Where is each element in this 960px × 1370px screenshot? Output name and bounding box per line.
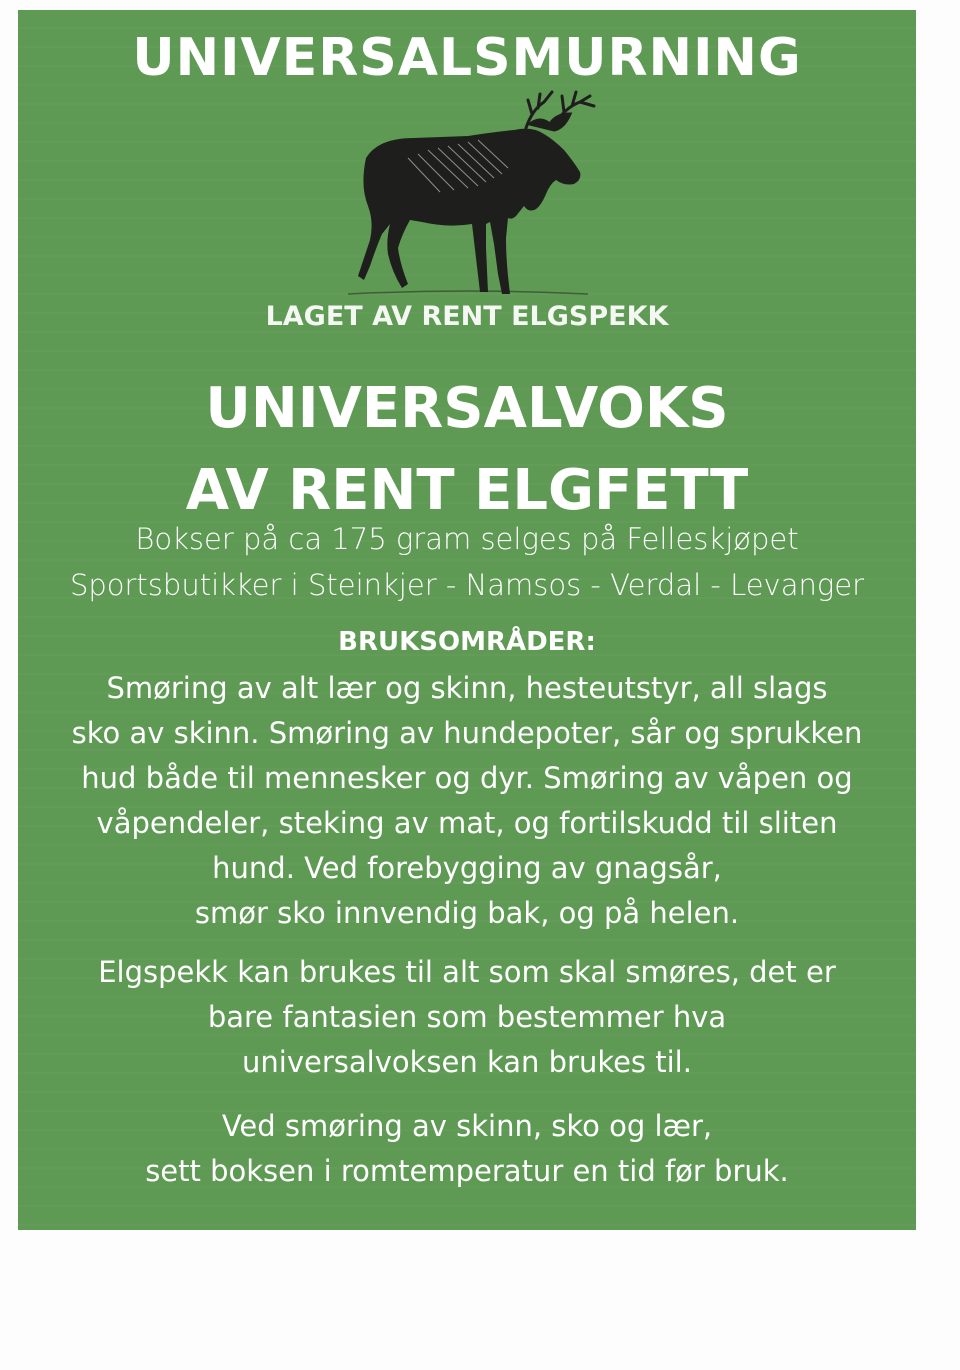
paragraph-2: [18, 950, 916, 1085]
uses-text: [18, 666, 916, 936]
intro-line: Bokser på ca 175 gram selges på Felleskjøpet: [135, 522, 799, 556]
uses-line: sko av skinn. Smøring av hundepoter, sår og sprukken: [71, 716, 863, 750]
poster: [18, 10, 916, 1230]
uses-line: smør sko innvendig bak, og på helen.: [194, 896, 740, 930]
paragraph-2-line: Elgspekk kan brukes til alt som skal smøres, det er: [98, 955, 836, 989]
uses-line: Smøring av alt lær og skinn, hesteutstyr, all slags: [106, 671, 828, 705]
paragraph-3: [18, 1104, 916, 1194]
intro-text: [18, 516, 916, 608]
intro-line: Sportsbutikker i Steinkjer - Namsos - Verdal - Levanger: [69, 568, 865, 602]
poster-subtitle: LAGET AV RENT ELGSPEKK: [265, 301, 669, 332]
poster-title: UNIVERSALSMURNING: [132, 28, 802, 88]
uses-line: hund. Ved forebygging av gnagsår,: [212, 851, 722, 885]
uses-heading: BRUKSOMRÅDER:: [338, 627, 596, 657]
headline-line: UNIVERSALVOKS: [205, 376, 729, 441]
headline-line: AV RENT ELGFETT: [185, 458, 749, 523]
headline: [18, 368, 916, 532]
paragraph-2-line: bare fantasien som bestemmer hva: [207, 1000, 727, 1034]
paragraph-3-line: Ved smøring av skinn, sko og lær,: [221, 1109, 713, 1143]
paragraph-2-line: universalvoksen kan brukes til.: [242, 1045, 692, 1079]
uses-line: våpendeler, steking av mat, og fortilskudd til sliten: [96, 806, 838, 840]
paragraph-3-line: sett boksen i romtemperatur en tid før bruk.: [145, 1154, 789, 1188]
moose-icon: [318, 88, 618, 298]
uses-line: hud både til mennesker og dyr. Smøring av våpen og: [81, 761, 853, 795]
